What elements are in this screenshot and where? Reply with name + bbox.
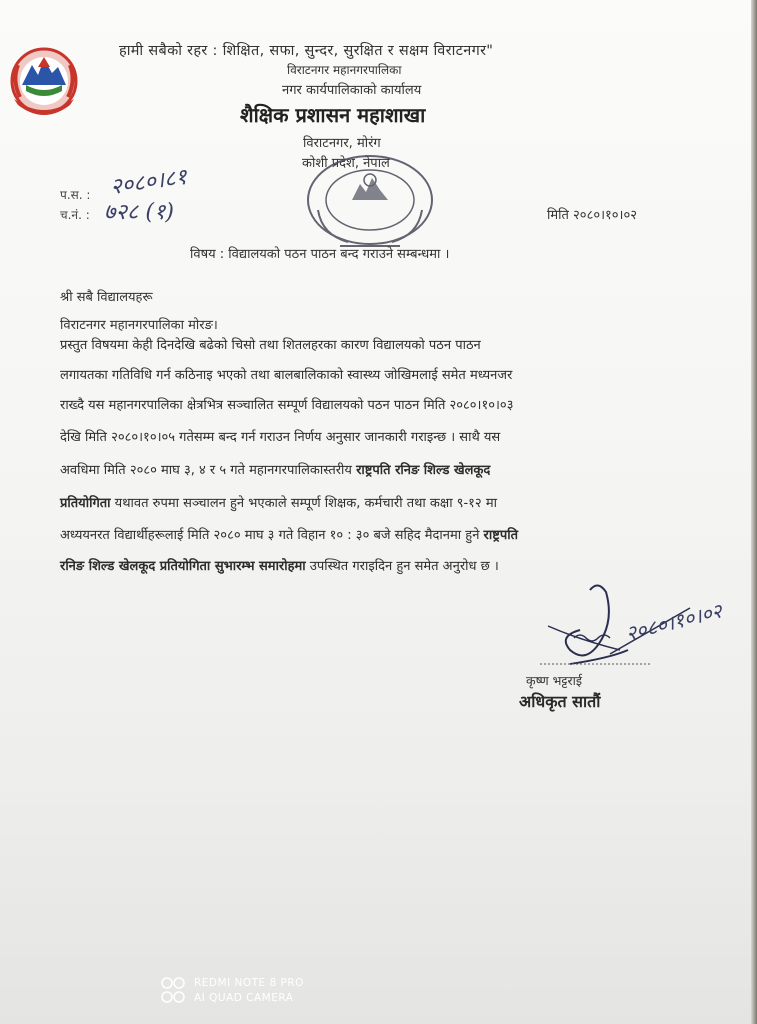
ps-label: प.स. : bbox=[60, 188, 91, 202]
nepal-emblem-icon bbox=[8, 45, 80, 121]
paper-edge bbox=[751, 0, 757, 1024]
body-text: अध्ययनरत विद्यार्थीहरूलाई मिति २०८० माघ ३ गते विहान १० : ३० बजे सहिद मैदानमा हुने bbox=[60, 528, 484, 543]
watermark-camera: AI QUAD CAMERA bbox=[194, 992, 294, 1004]
body-line-7 bbox=[60, 525, 518, 543]
signature-date: २०८०।१०।०२ bbox=[623, 598, 725, 646]
org-name: विराटनगर महानगरपालिका bbox=[287, 63, 402, 77]
body-emphasis: प्रतियोगिता bbox=[60, 496, 111, 511]
cn-value: ७२८ (१) bbox=[104, 200, 174, 225]
department-title: शैक्षिक प्रशासन महाशाखा bbox=[240, 103, 426, 127]
motto: हामी सबैको रहर : शिक्षित, सफा, सुन्दर, सुरक्षित र सक्षम विराटनगर" bbox=[119, 43, 494, 59]
body-line-5 bbox=[60, 460, 490, 478]
address-province: कोशी प्रदेश, नेपाल bbox=[302, 156, 390, 171]
watermark-model: REDMI NOTE 8 PRO bbox=[194, 977, 304, 989]
recipient: श्री सबै विद्यालयहरू bbox=[60, 290, 153, 305]
body-emphasis: राष्ट्रपति bbox=[483, 528, 518, 543]
body-text: उपस्थित गराइदिन हुन समेत अनुरोध छ । bbox=[305, 559, 499, 574]
letter-date: मिति २०८०।१०।०२ bbox=[547, 208, 637, 223]
body-line-2: लगायतका गतिविधि गर्न कठिनाइ भएको तथा बालबालिकाको स्वास्थ्य जोखिमलाई समेत मध्यनजर bbox=[60, 368, 513, 383]
address-city: विराटनगर, मोरंग bbox=[303, 136, 381, 151]
recipient-location: विराटनगर महानगरपालिका मोरङ। bbox=[60, 318, 218, 333]
office-name: नगर कार्यपालिकाको कार्यालय bbox=[282, 83, 422, 98]
body-line-6 bbox=[60, 493, 497, 511]
body-line-4: देखि मिति २०८०।१०।०५ गतेसम्म बन्द गर्न गराउन निर्णय अनुसार जानकारी गराइन्छ । साथै यस bbox=[60, 430, 501, 445]
body-line-8 bbox=[60, 556, 499, 574]
body-emphasis: राष्ट्रपति रनिङ शिल्ड खेलकूद bbox=[356, 463, 491, 478]
ps-value: २०८०।८१ bbox=[108, 164, 189, 201]
body-line-1: प्रस्तुत विषयमा केही दिनदेखि बढेको चिसो तथा शितलहरका कारण विद्यालयको पठन पाठन bbox=[60, 338, 481, 353]
body-text: यथावत रुपमा सञ्चालन हुने भएकाले सम्पूर्ण शिक्षक, कर्मचारी तथा कक्षा ९-१२ मा bbox=[110, 496, 497, 511]
signatory-name: कृष्ण भट्टराई bbox=[526, 673, 583, 688]
body-line-3: राख्दै यस महानगरपालिका क्षेत्रभित्र सञ्चालित सम्पूर्ण विद्यालयको पठन पाठन मिति २०८०।१०।०३ bbox=[60, 398, 514, 413]
subject-line: विषय : विद्यालयको पठन पाठन बन्द गराउने सम्बन्धमा । bbox=[190, 247, 450, 262]
body-emphasis: रनिङ शिल्ड खेलकूद प्रतियोगिता सुभारम्भ समारोहमा bbox=[60, 559, 306, 574]
cn-label: च.नं. : bbox=[60, 208, 90, 222]
signatory-title: अधिकृत सातौं bbox=[519, 692, 601, 711]
camera-lens-icon bbox=[160, 975, 188, 1005]
body-text: अवधिमा मिति २०८० माघ ३, ४ र ५ गते महानगरपालिकास्तरीय bbox=[60, 463, 357, 478]
